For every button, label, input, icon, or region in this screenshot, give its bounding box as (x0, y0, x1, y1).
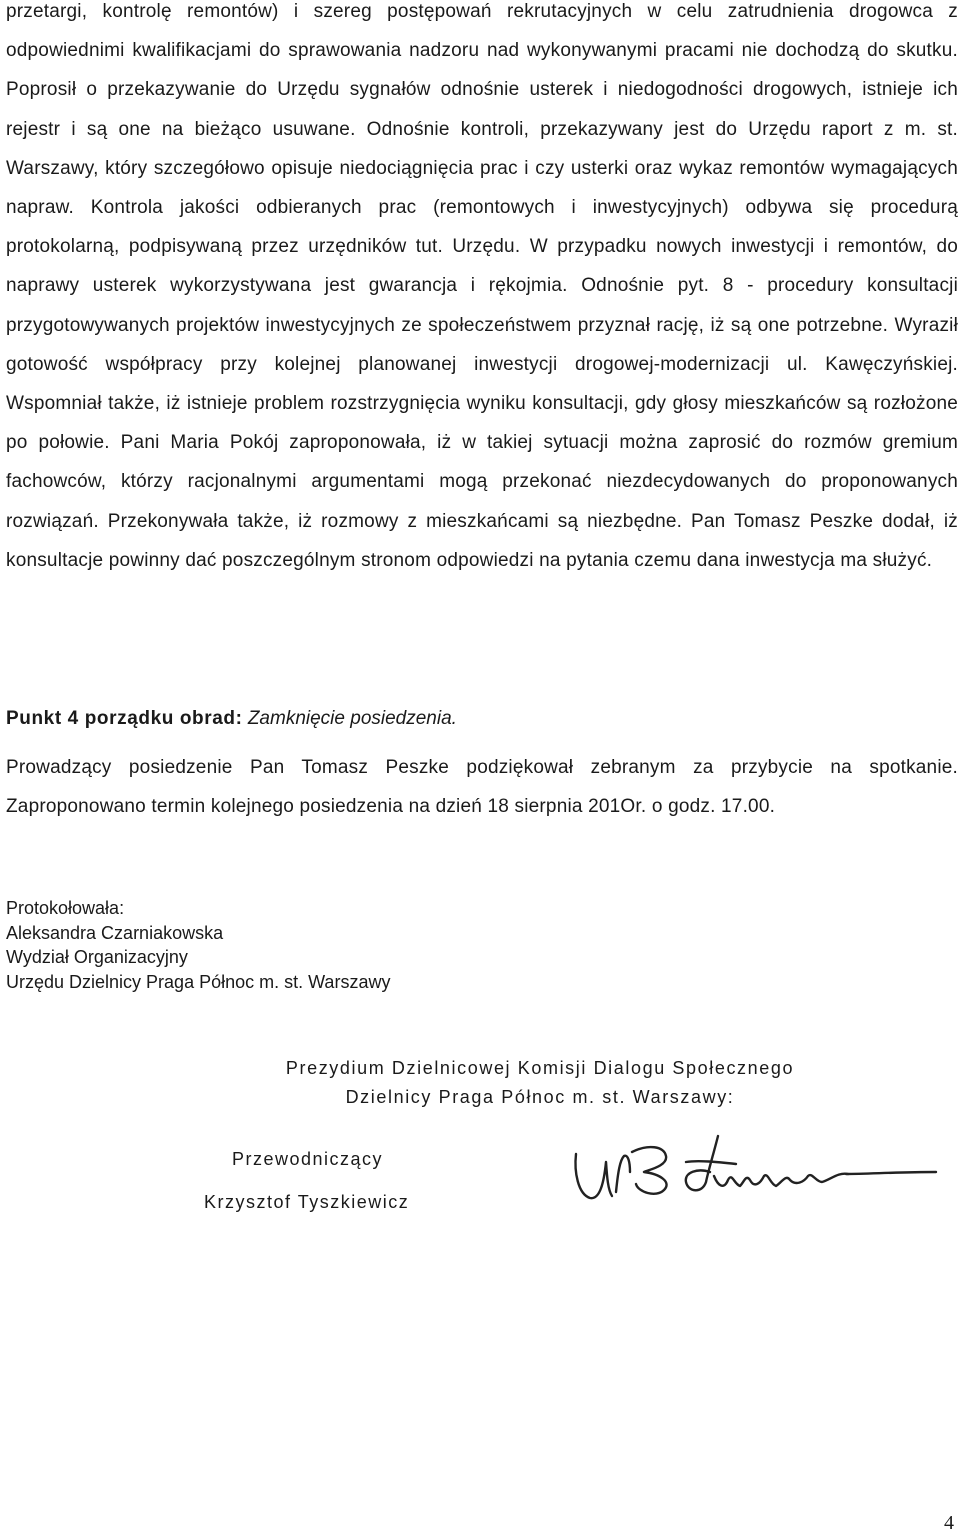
recorder-name: Aleksandra Czarniakowska (6, 922, 224, 943)
chairman-name: Krzysztof Tyszkiewicz (204, 1192, 410, 1212)
agenda-point-title: Zamknięcie posiedzenia. (247, 708, 457, 729)
recorder-heading: Protokołowała: (6, 898, 125, 918)
chairman-role: Przewodniczący (232, 1149, 384, 1169)
presidium-block (0, 1054, 960, 1112)
agenda-point-label: Punkt 4 porządku obrad: (6, 708, 243, 729)
body-paragraph-2: Prowadzący posiedzenie Pan Tomasz Peszke podziękował zebranym za przybycie na spotkanie. Zaproponowano termin kolejnego posiedzenia na dzień 18 sierpnia 201Or. o godz. 17.00. (6, 757, 958, 818)
recorder-block (6, 896, 390, 994)
recorder-office: Urzędu Dzielnicy Praga Północ m. st. Warszawy (6, 971, 391, 992)
chairman-block (204, 1138, 409, 1224)
body-paragraph-1: przetargi, kontrolę remontów) i szereg postępowań rekrutacyjnych w celu zatrudnienia drogowca z odpowiednimi kwalifikacjami do sprawowania nadzoru nad wykonywanymi pracami nie dochodzą do skutku. Poprosił o przekazywanie do Urzędu sygnałów odnośnie usterek i niedogodności drogowych, istnieje ich rejestr i są one na bieżąco usuwane. Odnośnie kontroli, przekazywany jest do Urzędu raport z m. st. Warszawy, który szczegółowo opisuje niedociągnięcia prac i czy usterki oraz wykaz remontów wymagających napraw. Kontrola jakości odbieranych prac (remontowych i inwestycyjnych) odbywa się procedurą protokolarną, podpisywaną przez urzędników tut. Urzędu. W przypadku nowych inwestycji i remontów, do naprawy usterek wykorzystywana jest gwarancja i rękojmia. Odnośnie pyt. 8 - procedury konsultacji przygotowywanych projektów inwestycyjnych ze społeczeństwem przyznał rację, iż są one potrzebne. Wyraził gotowość współpracy przy kolejnej planowanej inwestycji drogowej-modernizacji ul. Kawęczyńskiej. Wspomniał także, iż istnieje problem rozstrzygnięcia wyniku konsultacji, gdy głosy mieszkańców są rozłożone po połowie. Pani Maria Pokój zaproponowała, iż w takiej sytuacji można zaprosić do rozmów gremium fachowców, którzy racjonalnymi argumentami mogą przekonać niezdecydowanych do proponowanych rozwiązań. Przekonywała także, iż rozmowy z mieszkańcami są niezbędne. Pan Tomasz Peszke dodał, iż konsultacje powinny dać poszczególnym stronom odpowiedzi na pytania czemu dana inwestycja ma służyć. (6, 1, 958, 571)
page-number: 4 (944, 1512, 954, 1534)
presidium-line-2: Dzielnicy Praga Północ m. st. Warszawy: (345, 1087, 735, 1107)
agenda-point-heading (6, 704, 457, 734)
handwritten-signature (568, 1132, 948, 1212)
recorder-department: Wydział Organizacyjny (6, 947, 188, 967)
presidium-line-1: Prezydium Dzielnicowej Komisji Dialogu Społecznego (285, 1058, 795, 1078)
